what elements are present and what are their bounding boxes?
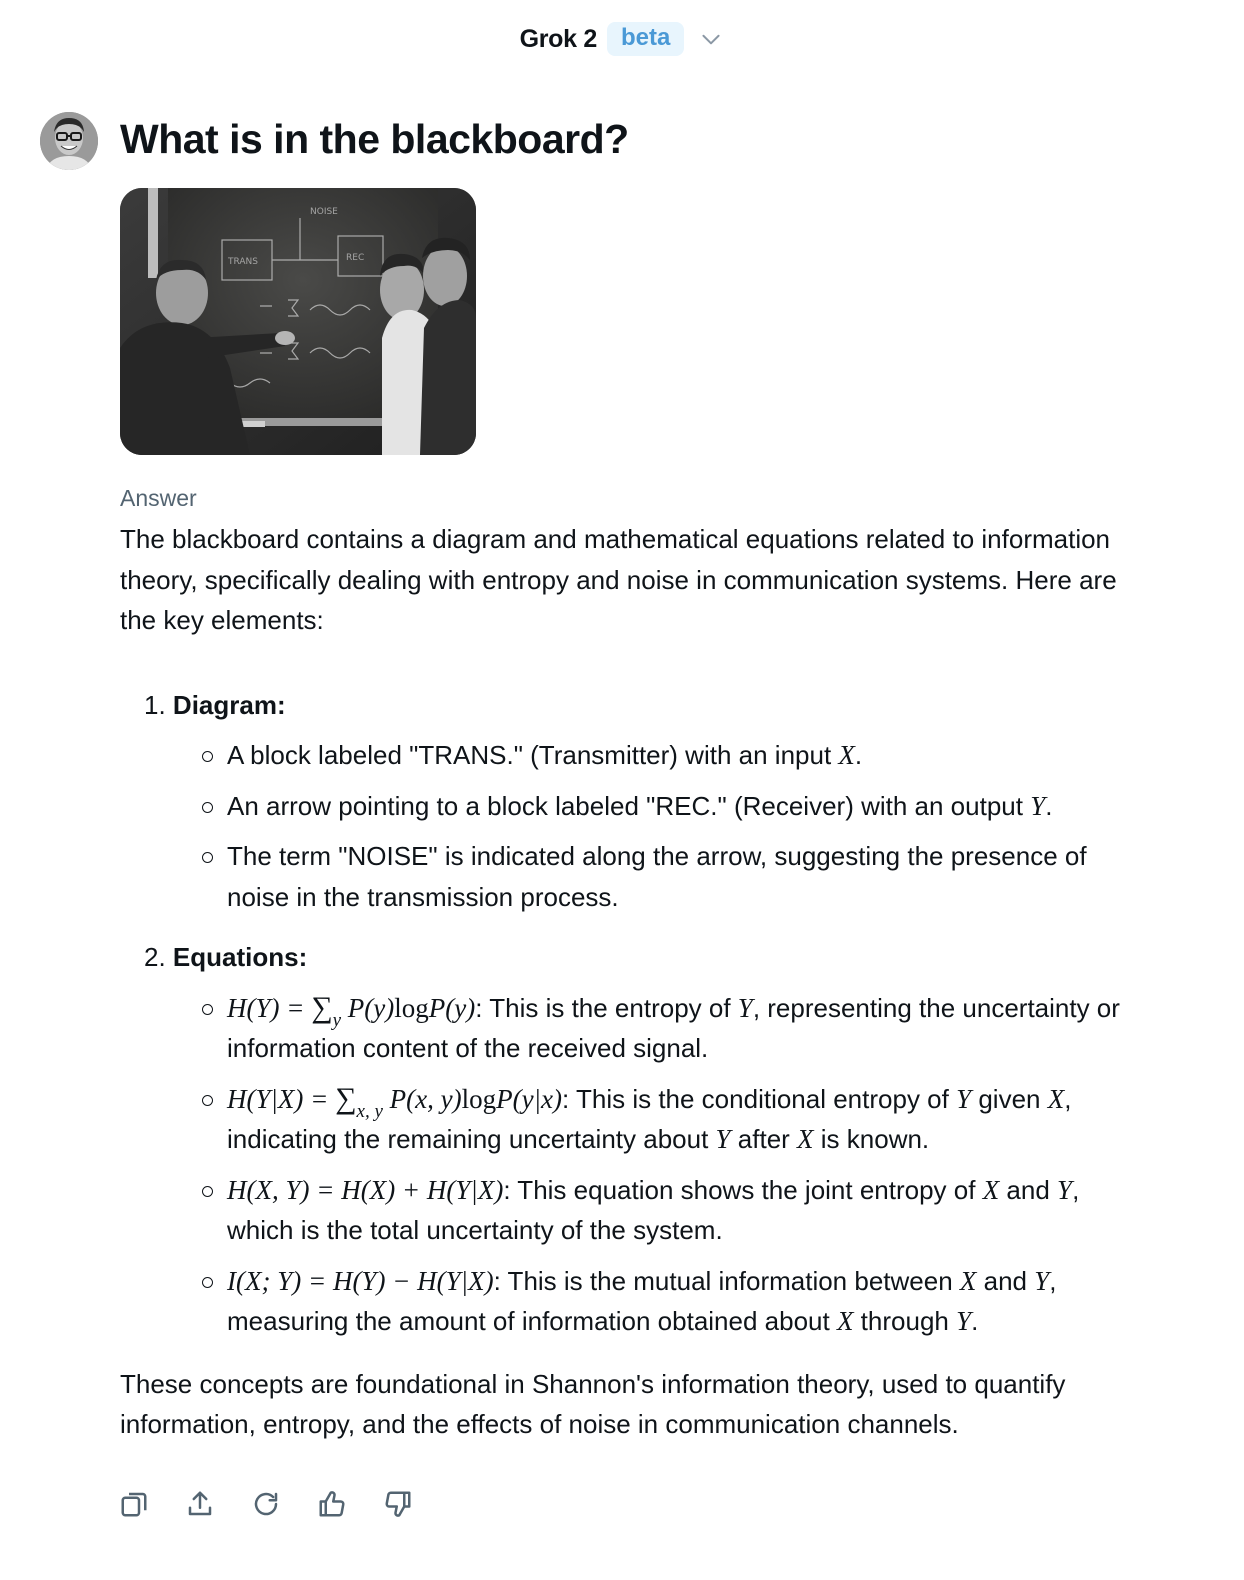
section-diagram: 1. Diagram: A block labeled "TRANS." (Transmitter) with an input X. An arrow pointing to a block labeled "REC." (Receiver) with an output Y. The term "NOISE" is indicated along the arrow, suggesting the presence of noise in the transmission process.	[120, 685, 1150, 918]
user-question: What is in the blackboard?	[120, 116, 629, 162]
answer-label: Answer	[120, 485, 197, 511]
model-selector[interactable]	[0, 22, 1244, 56]
answer-intro: The blackboard contains a diagram and mathematical equations related to information theory, specifically dealing with entropy and noise in communication systems. Here are the key elements:	[120, 524, 1117, 635]
attached-image[interactable]	[120, 188, 476, 455]
dislike-button[interactable]	[382, 1488, 414, 1520]
thumbs-up-icon	[317, 1489, 347, 1519]
thumbs-down-icon	[383, 1489, 413, 1519]
diagram-items	[120, 735, 1150, 917]
share-button[interactable]	[184, 1488, 216, 1520]
list-item: H(X, Y) = H(X) + H(Y|X): This equation shows the joint entropy of X and Y, which is the total uncertainty of the system.	[202, 1170, 1150, 1251]
list-item: I(X; Y) = H(Y) − H(Y|X): This is the mutual information between X and Y, measuring the amount of information obtained about X through Y.	[202, 1261, 1150, 1342]
svg-text:REC: REC	[346, 253, 365, 263]
list-item: The term "NOISE" is indicated along the arrow, suggesting the presence of noise in the transmission process.	[202, 836, 1150, 917]
key-elements-list	[120, 685, 1150, 1342]
section-title: Equations:	[172, 942, 308, 972]
regenerate-button[interactable]	[250, 1488, 282, 1520]
response-actions	[118, 1488, 414, 1520]
list-item: $H(Y) = \sum_y$ P(y)logP(y): This is the entropy of Y, representing the uncertainty or information content of the received signal.	[202, 988, 1150, 1069]
answer-conclusion: These concepts are foundational in Shannon's information theory, used to quantify information, entropy, and the effects of noise in communication channels.	[120, 1368, 1066, 1439]
list-item: $H(Y|X) = \sum_{x, y}$ P(x, y)logP(y|x): This is the conditional entropy of Y given X, indicating the remaining uncertainty about Y after X is known.	[202, 1079, 1150, 1160]
answer-body	[120, 519, 1150, 1445]
model-name: Grok 2	[519, 24, 598, 53]
list-item: A block labeled "TRANS." (Transmitter) with an input X.	[202, 735, 1150, 776]
copy-button[interactable]	[118, 1488, 150, 1520]
joint-entropy-equation: H(X, Y) = H(X) + H(Y|X)	[227, 1174, 504, 1205]
list-item: An arrow pointing to a block labeled "REC." (Receiver) with an output Y.	[202, 786, 1150, 827]
svg-text:TRANS: TRANS	[228, 257, 258, 267]
entropy-equation: $H(Y) = \sum_y$ P(y)logP(y)	[227, 990, 476, 1031]
equation-items	[120, 988, 1150, 1342]
beta-badge: beta	[607, 22, 684, 56]
like-button[interactable]	[316, 1488, 348, 1520]
section-title: Diagram:	[172, 689, 286, 720]
share-icon	[185, 1489, 215, 1519]
svg-text:NOISE: NOISE	[310, 207, 338, 217]
chevron-down-icon[interactable]	[698, 26, 724, 52]
regenerate-icon	[251, 1489, 281, 1519]
user-avatar[interactable]	[40, 112, 98, 170]
section-equations: 2. Equations: $H(Y) = \sum_y$ P(y)logP(y): This is the entropy of Y, representing the uncertainty or information content of the received signal. $H(Y|X) = \sum_{x, y}$ P(x, y)logP(y|x): This is the conditional entropy of Y given X, indicating the remaining uncertainty about Y after X is known. H(X, Y) = H(X) + H(Y|X): This equation shows the joint entropy of X and Y, which is the total uncertainty of the system. I(X; Y) = H(Y) − H(Y|X): This is the mutual information between X and Y, measuring the amount of information obtained about X through Y.	[120, 937, 1150, 1342]
mutual-information-equation: I(X; Y) = H(Y) − H(Y|X)	[227, 1265, 494, 1296]
copy-icon	[119, 1489, 149, 1519]
conditional-entropy-equation: $H(Y|X) = \sum_{x, y}$ P(x, y)logP(y|x)	[227, 1081, 562, 1122]
